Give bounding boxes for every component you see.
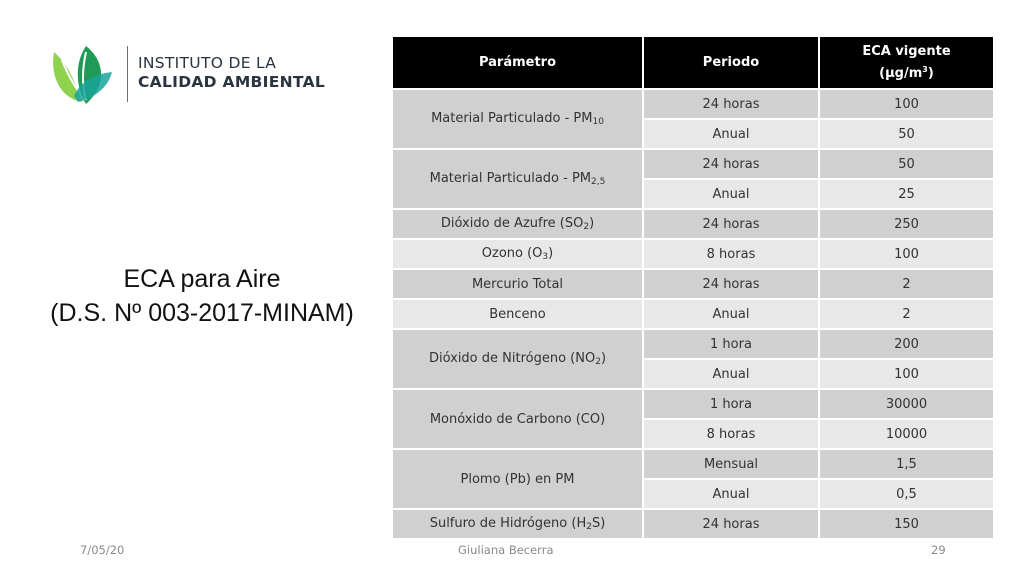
table-row	[393, 209, 993, 239]
param-pm10: Material Particulado - $PM_{10}$	[393, 89, 643, 149]
footer-page-number: 29	[931, 543, 946, 557]
header-eca-unit: $(\mu g/m^3)$	[879, 64, 934, 81]
table-row	[393, 449, 993, 479]
value-cell: 150	[819, 509, 993, 538]
table-row	[393, 389, 993, 419]
slide-title-line2: (D.S. Nº 003-2017-MINAM)	[50, 299, 354, 327]
period-cell: 1 hora	[643, 389, 819, 419]
param-h2s: Sulfuro de Hidrógeno $(H_2S)$	[393, 509, 643, 538]
slide-title-line1: ECA para Aire	[123, 265, 281, 293]
footer-author: Giuliana Becerra	[458, 543, 554, 557]
period-cell: Anual	[643, 299, 819, 329]
value-cell: 250	[819, 209, 993, 239]
value-cell: 100	[819, 239, 993, 269]
param-mercury: Mercurio Total	[393, 269, 643, 299]
param-lead: Plomo (Pb) en PM	[393, 449, 643, 509]
value-cell: 30000	[819, 389, 993, 419]
value-cell: 2	[819, 299, 993, 329]
param-benzene: Benceno	[393, 299, 643, 329]
period-cell: 1 hora	[643, 329, 819, 359]
table-header-row	[393, 37, 993, 89]
value-cell: 10000	[819, 419, 993, 449]
header-eca	[819, 37, 993, 89]
footer-date: 7/05/20	[80, 543, 125, 557]
period-cell: Anual	[643, 479, 819, 509]
param-o3: Ozono $(O_3)$	[393, 239, 643, 269]
institute-logo	[46, 42, 336, 106]
logo-divider	[127, 46, 128, 102]
value-cell: 2	[819, 269, 993, 299]
period-cell: 24 horas	[643, 269, 819, 299]
period-cell: 8 horas	[643, 239, 819, 269]
param-no2: Dióxido de Nitrógeno $(NO_2)$	[393, 329, 643, 389]
period-cell: Anual	[643, 119, 819, 149]
period-cell: 8 horas	[643, 419, 819, 449]
header-parameter: Parámetro	[393, 37, 643, 89]
value-cell: 100	[819, 89, 993, 119]
logo-text-line1: INSTITUTO DE LA	[138, 54, 277, 72]
period-cell: 24 horas	[643, 149, 819, 179]
table-row	[393, 239, 993, 269]
period-cell: Mensual	[643, 449, 819, 479]
value-cell: 25	[819, 179, 993, 209]
value-cell: 100	[819, 359, 993, 389]
value-cell: 200	[819, 329, 993, 359]
header-period: Periodo	[643, 37, 819, 89]
param-co: Monóxido de Carbono (CO)	[393, 389, 643, 449]
header-eca-line1: ECA vigente	[862, 43, 951, 59]
table-row	[393, 269, 993, 299]
table-row	[393, 89, 993, 119]
eca-table	[393, 37, 993, 538]
value-cell: 50	[819, 149, 993, 179]
table-row	[393, 329, 993, 359]
value-cell: 1,5	[819, 449, 993, 479]
param-pm25: Material Particulado - $PM_{2,5}$	[393, 149, 643, 209]
period-cell: 24 horas	[643, 209, 819, 239]
period-cell: Anual	[643, 359, 819, 389]
slide-title	[22, 262, 382, 330]
period-cell: 24 horas	[643, 509, 819, 538]
table-row	[393, 299, 993, 329]
table-row	[393, 509, 993, 538]
leaf-logo-icon	[46, 42, 116, 106]
param-so2: Dióxido de Azufre $(SO_2)$	[393, 209, 643, 239]
period-cell: Anual	[643, 179, 819, 209]
value-cell: 0,5	[819, 479, 993, 509]
table-row	[393, 149, 993, 179]
period-cell: 24 horas	[643, 89, 819, 119]
value-cell: 50	[819, 119, 993, 149]
logo-text-line2: CALIDAD AMBIENTAL	[138, 73, 326, 91]
